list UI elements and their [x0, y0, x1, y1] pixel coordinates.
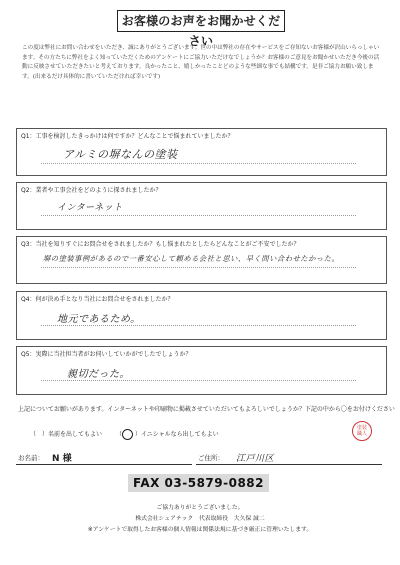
- consent-question: 上記についてお願いがあります。インターネットや印刷物に掲載させていただいてもよろしいでしょうか？下記の中から〇をお付けください: [18, 406, 395, 413]
- question-block-q5: [16, 346, 387, 395]
- footer-company: 株式会社シェアテック 代表取締役 大久保 誠二: [135, 516, 265, 522]
- address-label: ご住所：: [198, 454, 224, 462]
- answer-q5: 親切だった。: [67, 369, 130, 380]
- seal-stamp: 塗装 職人: [352, 421, 372, 441]
- option-paren: （: [116, 431, 123, 438]
- address-underline: [196, 464, 382, 465]
- fax-number: FAX 03-5879-0882: [128, 474, 269, 492]
- question-block-q2: [16, 182, 387, 230]
- question-label-q3: Q3：当社を知りすぐにお問合せをされましたか？もし悩まれたとしたらどんなことがご不安でしたか？: [21, 241, 300, 248]
- question-block-q4: [16, 291, 387, 340]
- answer-line: [41, 325, 356, 326]
- question-block-q3: [16, 236, 387, 284]
- selected-circle-icon: [122, 429, 133, 440]
- footer-thanks: ご協力ありがとうございました。: [156, 505, 244, 511]
- answer-q3: 塀の塗装事例があるので一番安心して頼める会社と思い、早く問い合わせたかった。: [43, 254, 340, 263]
- answer-line: [41, 380, 356, 381]
- answer-line: [41, 267, 356, 268]
- footer-notice: ※アンケートで取得したお客様の個人情報は関係法規に基づき厳正に管理いたします。: [87, 527, 313, 533]
- question-label-q2: Q2：業者や工事会社をどのように探されましたか？: [21, 187, 162, 194]
- address-value: 江戸川区: [236, 454, 275, 464]
- answer-q4: 地元であるため。: [57, 314, 141, 325]
- consent-option-name-label: 名前を出してもよい: [48, 431, 103, 438]
- question-label-q1: Q1：工事を検討したきっかけは何ですか？どんなことで悩まれていましたか？: [21, 133, 234, 140]
- name-value: N 様: [52, 454, 72, 464]
- consent-option-initial[interactable]: [116, 429, 219, 440]
- option-paren: ）: [135, 431, 142, 438]
- consent-option-name[interactable]: [30, 429, 102, 438]
- question-label-q4: Q4：何が決め手となり当社にお問合せをされましたか？: [21, 296, 174, 303]
- name-label: お名前：: [18, 454, 44, 462]
- page-title: お客様のお声をお聞かせください: [117, 10, 285, 32]
- option-paren: （ ）: [30, 431, 49, 438]
- answer-q1: アルミの塀なんの塗装: [63, 148, 178, 161]
- answer-line: [41, 215, 356, 216]
- question-label-q5: Q5：実際に当社担当者がお伺いしていかがでしたでしょうか？: [21, 351, 192, 358]
- question-block-q1: [16, 128, 387, 176]
- consent-option-initial-label: イニシャルなら出してもよい: [141, 431, 219, 438]
- answer-q2: インターネット: [57, 203, 123, 213]
- intro-text: この度は弊社にお問い合わせをいただき、誠にありがとうございます。世の中は弊社の存在やサービスをご存知ないお客様が沢山いらっしゃいます。その方たちに弊社をよく知っていただくためのアンケートにご協力いただけなでしょうか？お客様のご意見をお聞かせいただき今後の活動に反映させていただきたいと考えております。良かったこと、嬉しかったことどのような些細な事でも結構です。是非ご協力お願い致します。(出来るだけ具体的に書いていただければ幸いです): [22, 45, 380, 80]
- name-underline: [16, 464, 192, 465]
- answer-line: [41, 163, 356, 164]
